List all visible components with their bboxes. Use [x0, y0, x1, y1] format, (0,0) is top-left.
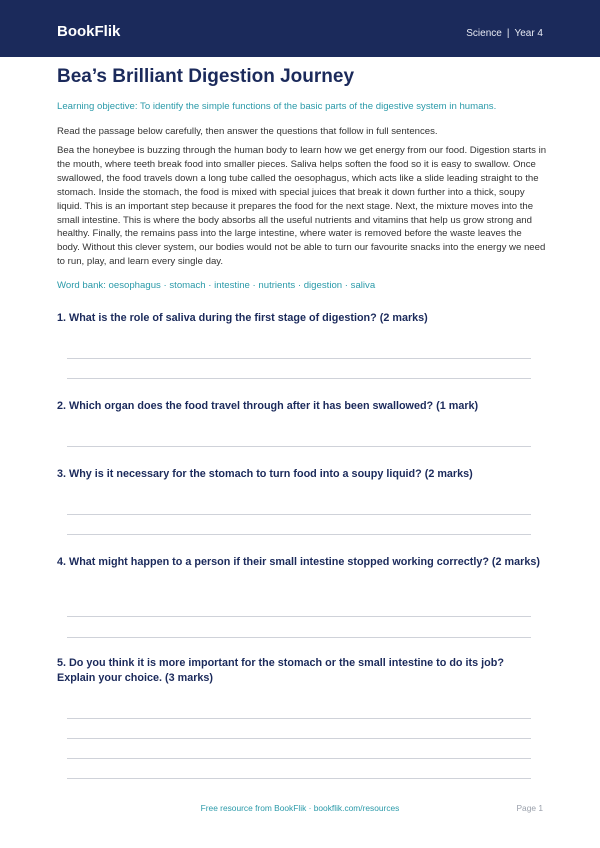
question-3: 3. Why is it necessary for the stomach to turn food into a soupy liquid? (2 marks)	[57, 468, 473, 480]
year-label: Year 4	[514, 28, 543, 39]
answer-line[interactable]	[67, 514, 531, 515]
separator: |	[506, 28, 510, 39]
question-5: 5. Do you think it is more important for the stomach or the small intestine to do its job? Explain your choice. (3 marks)	[57, 657, 504, 684]
page-number: Page 1	[516, 803, 543, 813]
subject-label: Science	[466, 28, 502, 39]
footer-resource-link[interactable]: Free resource from BookFlik · bookflik.com/resources	[200, 803, 400, 813]
answer-line[interactable]	[67, 718, 531, 719]
brand-logo[interactable]: BookFlik	[57, 23, 121, 40]
question-4: 4. What might happen to a person if their small intestine stopped working correctly? (2 marks)	[57, 556, 540, 568]
page-header	[0, 0, 600, 57]
answer-line[interactable]	[67, 637, 531, 638]
instruction-text: Read the passage below carefully, then answer the questions that follow in full sentences.	[57, 126, 438, 137]
answer-line[interactable]	[67, 616, 531, 617]
answer-line[interactable]	[67, 446, 531, 447]
subject-year-label	[466, 28, 543, 39]
answer-line[interactable]	[67, 534, 531, 535]
answer-line[interactable]	[67, 738, 531, 739]
answer-line[interactable]	[67, 378, 531, 379]
reading-passage: Bea the honeybee is buzzing through the human body to learn how we get energy from our food. Digestion starts in the mouth, where teeth break food into smaller pieces. Saliva helps soften the food so it is easy to swallow. Once swallowed, the food travels down a long tube called the oesophagus, which acts like a slide leading straight to the stomach. Inside the stomach, the food is mixed with special juices that break it down further into a thick, soupy liquid. This is an important step because it prepares the food for the next stage. Next, the mixture moves into the small intestine. This is where the body absorbs all the useful nutrients and vitamins that help us grow strong and healthy. Finally, the remains pass into the large intestine, where water is removed before the waste leaves the body. Without this clever system, our bodies would not be able to turn our favourite snacks into the energy we need to run, play, and learn every single day.	[57, 145, 547, 268]
answer-line[interactable]	[67, 758, 531, 759]
question-2: 2. Which organ does the food travel through after it has been swallowed? (1 mark)	[57, 400, 479, 412]
word-bank: Word bank: oesophagus · stomach · intestine · nutrients · digestion · saliva	[57, 280, 376, 291]
learning-objective: Learning objective: To identify the simple functions of the basic parts of the digestive system in humans.	[57, 101, 497, 112]
answer-line[interactable]	[67, 358, 531, 359]
answer-line[interactable]	[67, 778, 531, 779]
question-1: 1. What is the role of saliva during the first stage of digestion? (2 marks)	[57, 312, 428, 324]
page-title: Bea’s Brilliant Digestion Journey	[57, 66, 355, 87]
